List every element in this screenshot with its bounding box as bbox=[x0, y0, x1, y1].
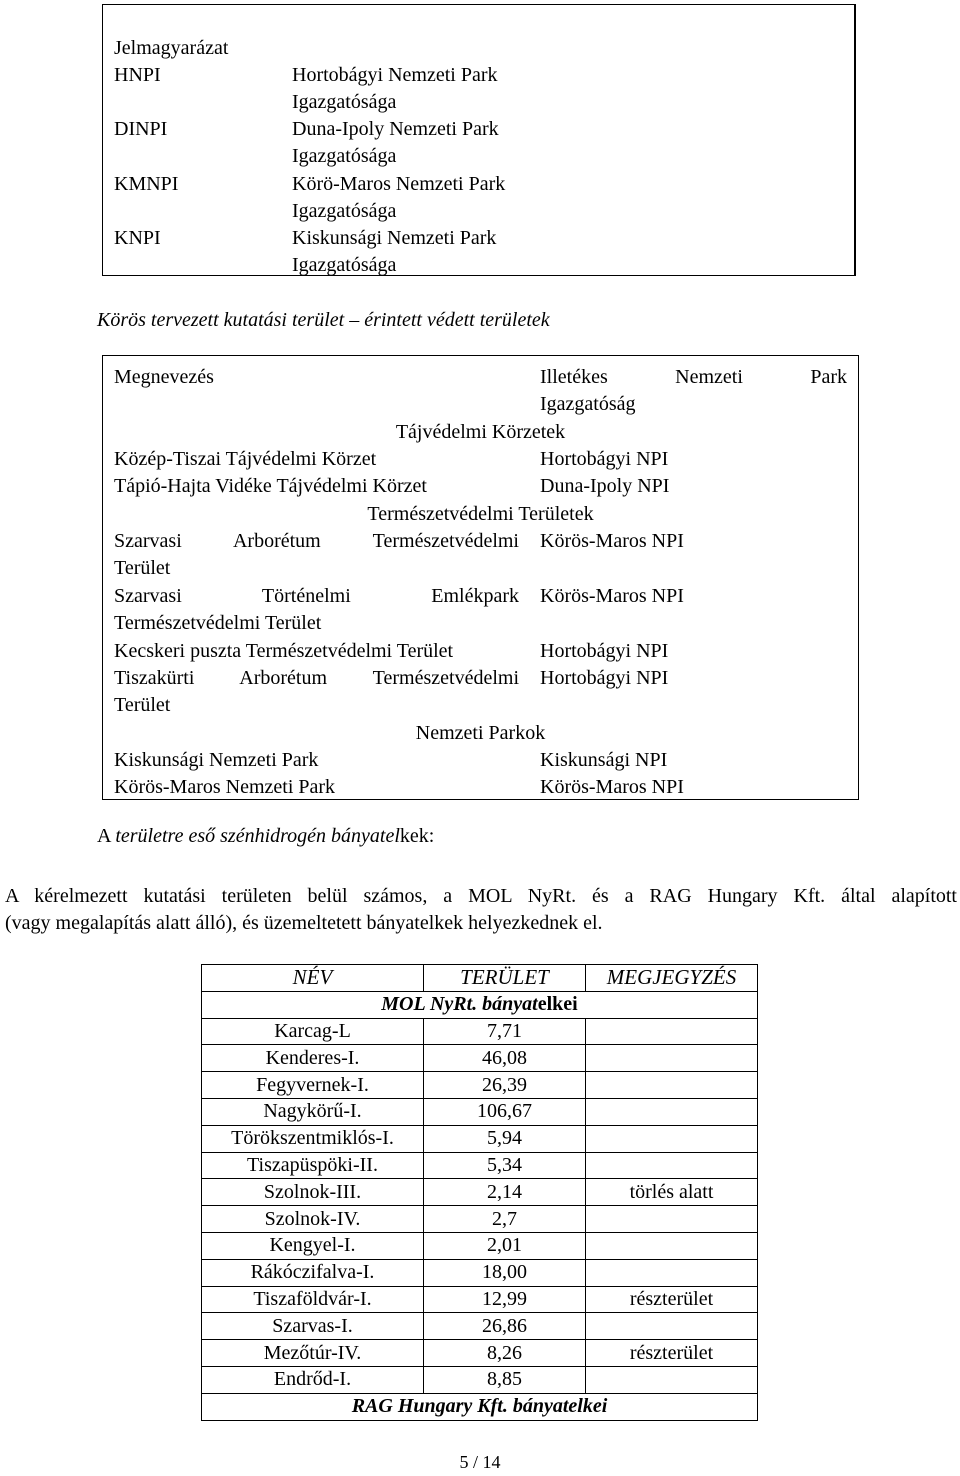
legend-name-line2: Igazgatósága bbox=[292, 200, 397, 222]
legend-abbr: KNPI bbox=[114, 227, 161, 249]
legend-name-line2: Igazgatósága bbox=[292, 254, 397, 276]
mining-plots-table bbox=[201, 964, 758, 1421]
header-note: MEGJEGYZÉS bbox=[586, 965, 758, 992]
areas-caption: Körös tervezett kutatási terület – érintett védett területek bbox=[97, 309, 550, 331]
section-row bbox=[202, 991, 758, 1018]
cell-area: 26,39 bbox=[424, 1072, 586, 1099]
legend-name-line2: Igazgatósága bbox=[292, 145, 397, 167]
rag-section-title: RAG Hungary Kft. bányatelkei bbox=[202, 1393, 758, 1420]
subhead-prefix: A bbox=[97, 825, 116, 847]
legend-name bbox=[292, 62, 592, 116]
legend-name-line1: Hortobágyi Nemzeti Park bbox=[292, 64, 498, 86]
cell-name: Rákóczifalva-I. bbox=[202, 1259, 424, 1286]
cell-area: 5,94 bbox=[424, 1125, 586, 1152]
cell-name: Tiszaföldvár-I. bbox=[202, 1286, 424, 1313]
cell-area: 8,85 bbox=[424, 1366, 586, 1393]
cell-area: 8,26 bbox=[424, 1340, 586, 1367]
cell-note bbox=[586, 1259, 758, 1286]
legend-abbr: DINPI bbox=[114, 118, 168, 140]
header-name: NÉV bbox=[202, 965, 424, 992]
area-npi: Körös-Maros NPI bbox=[540, 776, 684, 798]
cell-area: 46,08 bbox=[424, 1045, 586, 1072]
intro-paragraph bbox=[5, 883, 957, 937]
table-row bbox=[202, 1179, 758, 1206]
cell-note bbox=[586, 1152, 758, 1179]
area-name: Közép-Tiszai Tájvédelmi Körzet bbox=[114, 448, 377, 470]
table-row bbox=[202, 1072, 758, 1099]
area-npi: Körös-Maros NPI bbox=[540, 530, 684, 552]
areas-header-npi: Illetékes Nemzeti Park bbox=[540, 366, 847, 388]
legend-name-line1: Kiskunsági Nemzeti Park bbox=[292, 227, 497, 249]
cell-note: részterület bbox=[586, 1340, 758, 1367]
cell-name: Fegyvernek-I. bbox=[202, 1072, 424, 1099]
mining-plots-heading bbox=[97, 823, 434, 850]
cell-note bbox=[586, 1313, 758, 1340]
protected-areas-table bbox=[102, 355, 859, 800]
area-name: Körös-Maros Nemzeti Park bbox=[114, 776, 336, 798]
cell-note: törlés alatt bbox=[586, 1179, 758, 1206]
legend-title: Jelmagyarázat bbox=[114, 37, 229, 59]
cell-name: Szolnok-IV. bbox=[202, 1206, 424, 1233]
mol-section-title bbox=[202, 991, 758, 1018]
area-npi: Kiskunsági NPI bbox=[540, 749, 668, 771]
subhead-italic: területre eső szénhidrogén bányatel bbox=[115, 825, 400, 847]
legend-name bbox=[292, 116, 592, 170]
cell-area: 2,7 bbox=[424, 1206, 586, 1233]
cell-area: 7,71 bbox=[424, 1018, 586, 1045]
legend-abbr: KMNPI bbox=[114, 173, 179, 195]
page-number: 5 / 14 bbox=[459, 1452, 501, 1472]
cell-note bbox=[586, 1072, 758, 1099]
subhead-suffix: kek: bbox=[399, 825, 435, 847]
cell-name: Karcag-L bbox=[202, 1018, 424, 1045]
section-heading: Tájvédelmi Körzetek bbox=[395, 421, 566, 443]
area-name: Szarvasi Arborétum Természetvédelmi bbox=[114, 530, 519, 552]
table-row bbox=[202, 1340, 758, 1367]
mol-section-bold: MOL NyRt. bányat bbox=[381, 993, 538, 1016]
paragraph-line: (vagy megalapítás alatt álló), és üzemeltetett bányatelkek helyezkednek el. bbox=[5, 912, 603, 934]
cell-name: Tiszapüspöki-II. bbox=[202, 1152, 424, 1179]
legend-row bbox=[114, 225, 814, 279]
cell-area: 5,34 bbox=[424, 1152, 586, 1179]
legend-name bbox=[292, 171, 592, 225]
areas-header-name: Megnevezés bbox=[114, 366, 214, 388]
area-npi: Körös-Maros NPI bbox=[540, 585, 684, 607]
area-name: Kiskunsági Nemzeti Park bbox=[114, 749, 319, 771]
area-name-line2: Terület bbox=[114, 557, 171, 579]
legend-name bbox=[292, 225, 592, 279]
cell-name: Endrőd-I. bbox=[202, 1366, 424, 1393]
cell-area: 26,86 bbox=[424, 1313, 586, 1340]
legend-name-line2: Igazgatósága bbox=[292, 91, 397, 113]
table-row bbox=[202, 1098, 758, 1125]
cell-note bbox=[586, 1125, 758, 1152]
section-heading: Természetvédelmi Területek bbox=[367, 503, 594, 525]
legend-name-line1: Körö-Maros Nemzeti Park bbox=[292, 173, 506, 195]
cell-area: 2,01 bbox=[424, 1232, 586, 1259]
area-name: Tiszakürti Arborétum Természetvédelmi bbox=[114, 667, 519, 689]
cell-note bbox=[586, 1232, 758, 1259]
cell-area: 2,14 bbox=[424, 1179, 586, 1206]
table-row bbox=[202, 1313, 758, 1340]
section-heading: Nemzeti Parkok bbox=[415, 722, 546, 744]
legend-row bbox=[114, 171, 814, 225]
table-row bbox=[202, 1152, 758, 1179]
table-row bbox=[202, 1045, 758, 1072]
table-row bbox=[202, 1286, 758, 1313]
section-row bbox=[202, 1393, 758, 1420]
cell-note: részterület bbox=[586, 1286, 758, 1313]
cell-name: Mezőtúr-IV. bbox=[202, 1340, 424, 1367]
area-name: Kecskeri puszta Természetvédelmi Terület bbox=[114, 640, 454, 662]
area-name: Tápió-Hajta Vidéke Tájvédelmi Körzet bbox=[114, 475, 427, 497]
header-area: TERÜLET bbox=[424, 965, 586, 992]
cell-name: Szolnok-III. bbox=[202, 1179, 424, 1206]
table-row bbox=[202, 1018, 758, 1045]
cell-area: 12,99 bbox=[424, 1286, 586, 1313]
legend-row bbox=[114, 116, 814, 170]
cell-name: Kengyel-I. bbox=[202, 1232, 424, 1259]
cell-note bbox=[586, 1018, 758, 1045]
table-header-row bbox=[202, 965, 758, 992]
cell-name: Nagykörű-I. bbox=[202, 1098, 424, 1125]
table-row bbox=[202, 1259, 758, 1286]
cell-area: 18,00 bbox=[424, 1259, 586, 1286]
legend-name-line1: Duna-Ipoly Nemzeti Park bbox=[292, 118, 499, 140]
area-npi: Hortobágyi NPI bbox=[540, 640, 669, 662]
area-npi: Hortobágyi NPI bbox=[540, 667, 669, 689]
paragraph-line: A kérelmezett kutatási területen belül számos, a MOL NyRt. és a RAG Hungary Kft. által alapított bbox=[5, 885, 957, 907]
cell-note bbox=[586, 1206, 758, 1233]
area-name-line2: Terület bbox=[114, 694, 171, 716]
cell-name: Szarvas-I. bbox=[202, 1313, 424, 1340]
cell-note bbox=[586, 1098, 758, 1125]
area-name-line2: Természetvédelmi Terület bbox=[114, 612, 322, 634]
area-name: Szarvasi Történelmi Emlékpark bbox=[114, 585, 519, 607]
mol-section-suffix: elkei bbox=[537, 993, 578, 1016]
area-npi: Hortobágyi NPI bbox=[540, 448, 669, 470]
cell-name: Törökszentmiklós-I. bbox=[202, 1125, 424, 1152]
area-npi: Duna-Ipoly NPI bbox=[540, 475, 670, 497]
legend-box bbox=[102, 4, 856, 276]
table-row bbox=[202, 1125, 758, 1152]
cell-note bbox=[586, 1045, 758, 1072]
table-row bbox=[202, 1206, 758, 1233]
areas-header-npi-line2: Igazgatóság bbox=[540, 393, 636, 415]
table-row bbox=[202, 1366, 758, 1393]
cell-area: 106,67 bbox=[424, 1098, 586, 1125]
cell-note bbox=[586, 1366, 758, 1393]
legend-abbr: HNPI bbox=[114, 64, 161, 86]
cell-name: Kenderes-I. bbox=[202, 1045, 424, 1072]
legend-row bbox=[114, 62, 814, 116]
table-row bbox=[202, 1232, 758, 1259]
